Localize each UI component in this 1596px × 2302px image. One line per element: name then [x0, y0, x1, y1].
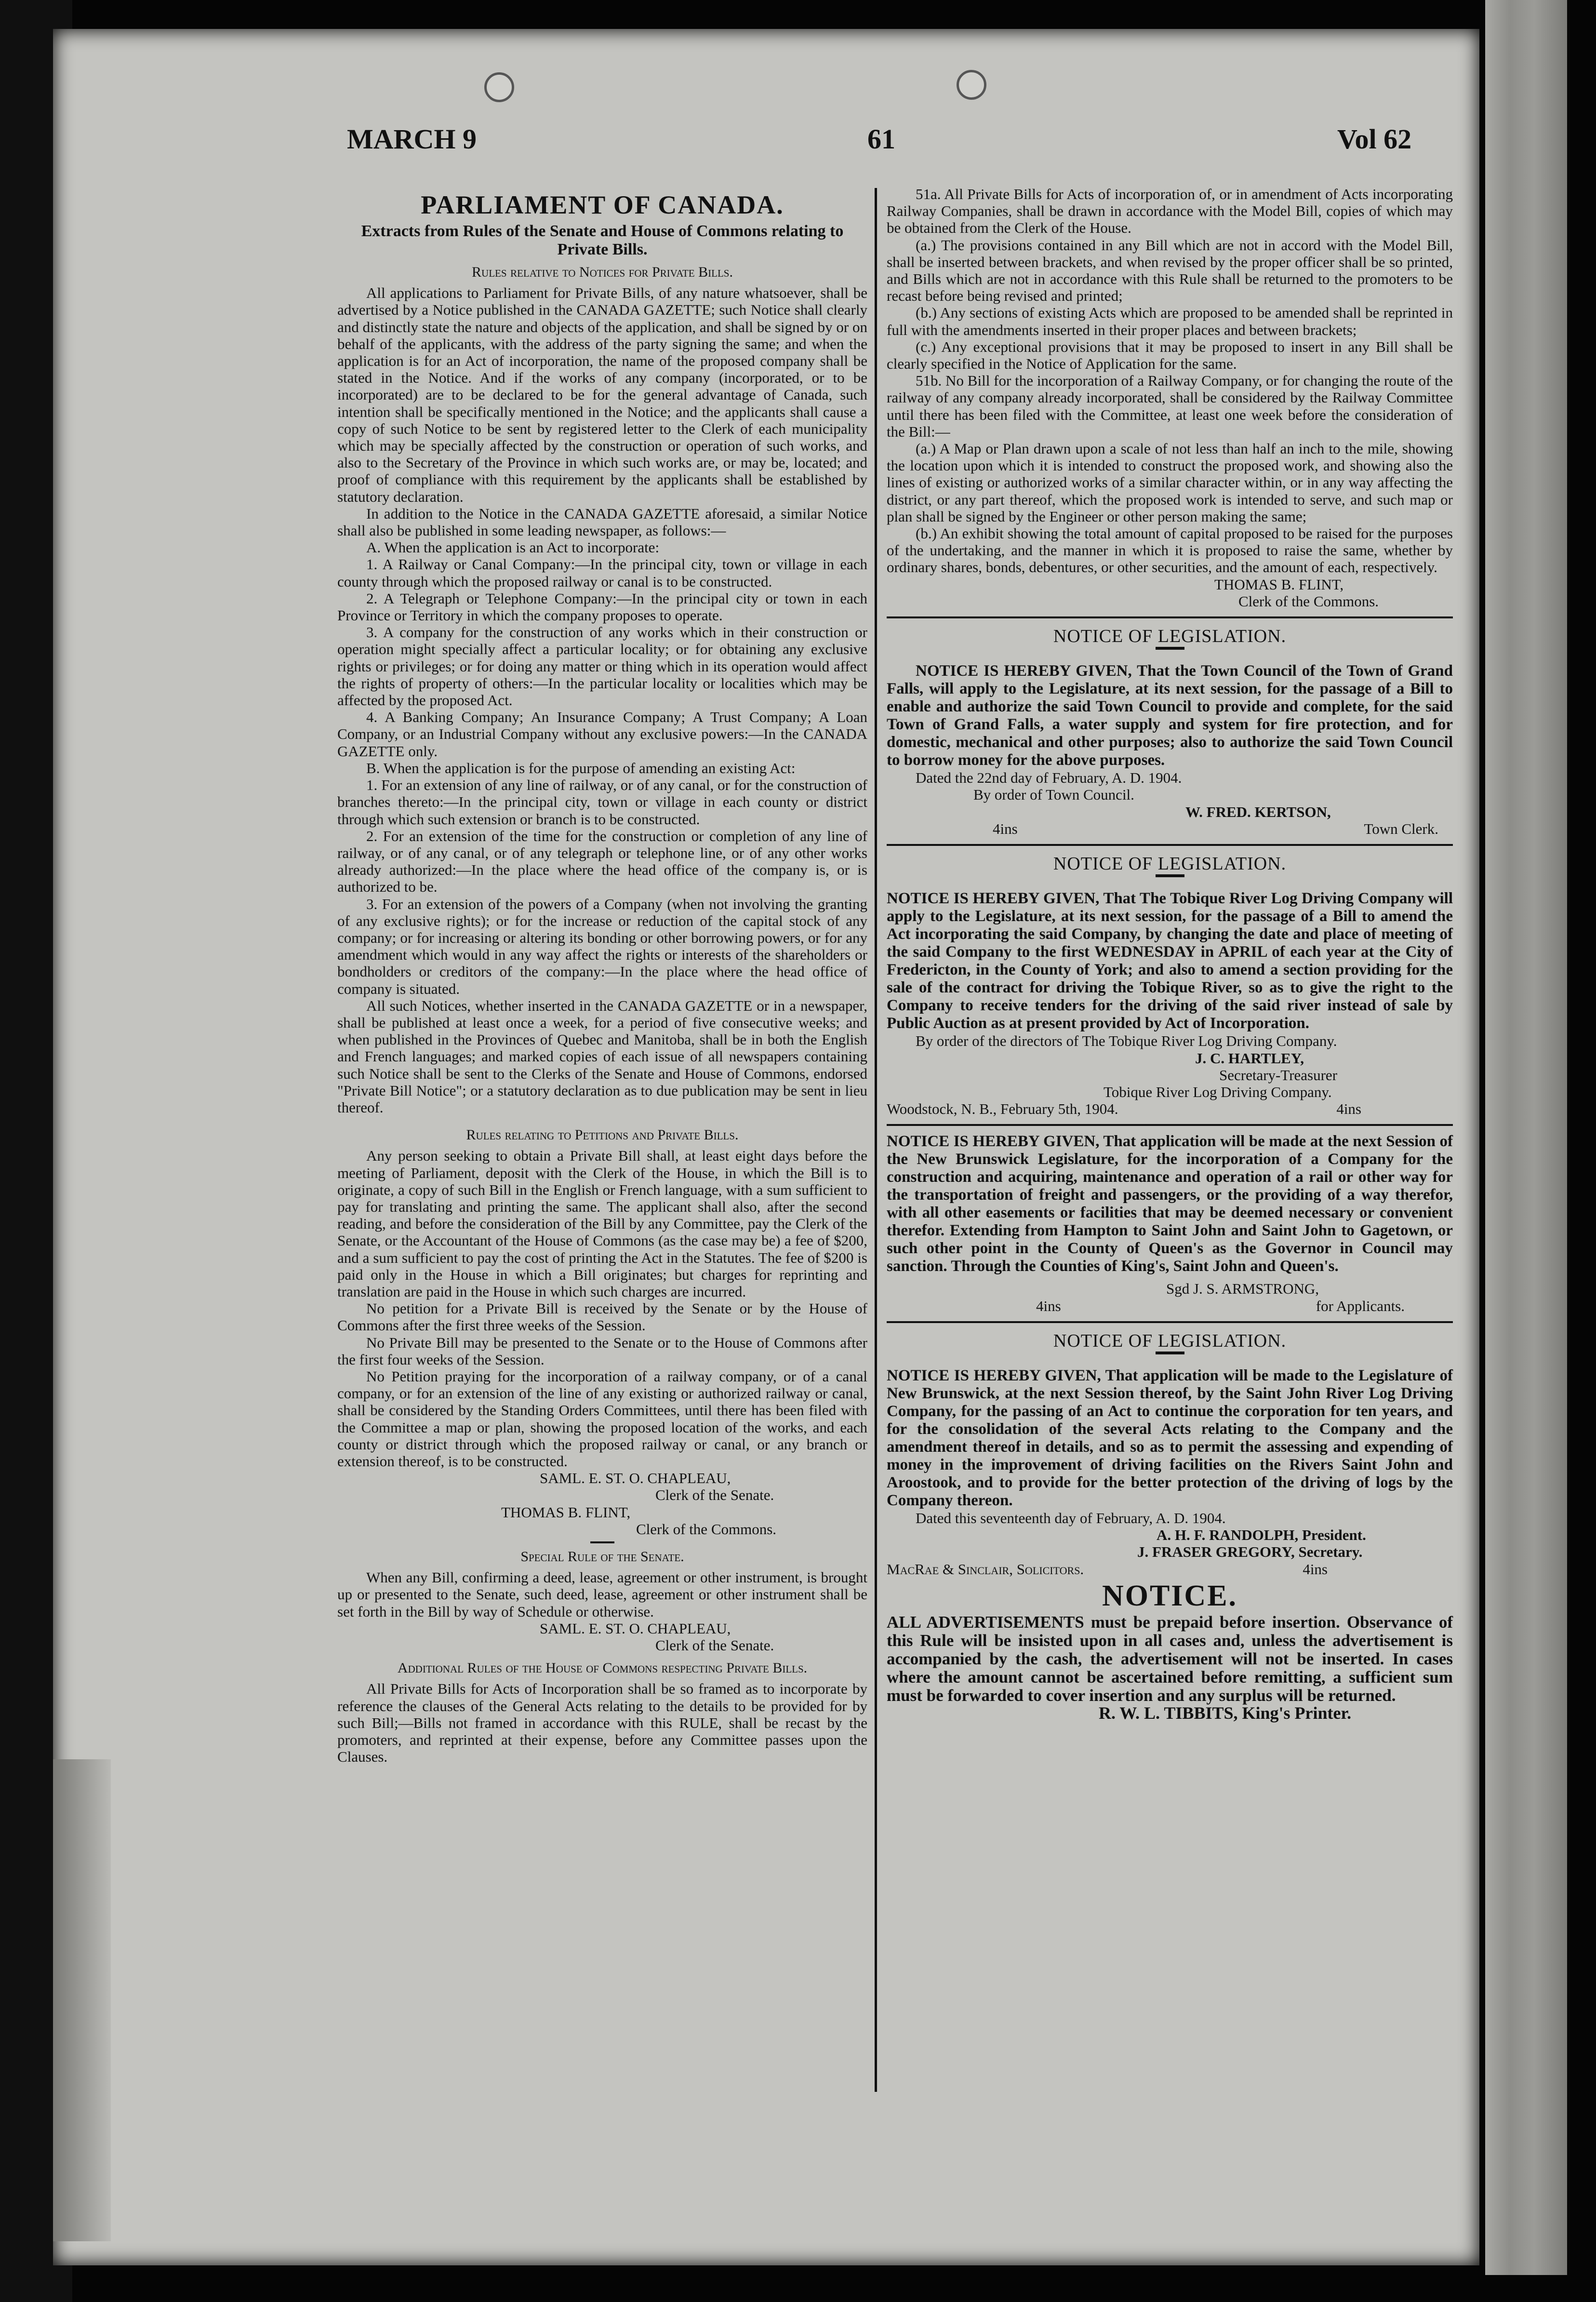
separator [1156, 1352, 1184, 1354]
notice-body: ALL ADVERTISEMENTS must be prepaid before insertion. Observance of this Rule will be insisted upon in all cases and, unless the advertisement is accompanied by the cash, the advertisement will not be inserted. In cases where the amount cannot be ascertained before remitting, a sufficient sum must be forwarded to cover insertion and any surplus will be returned. [887, 1612, 1453, 1705]
signature-title: Clerk of the Senate. [655, 1637, 774, 1654]
paragraph: (a.) A Map or Plan drawn upon a scale of not less than half an inch to the mile, showing the location upon which it is intended to construct the proposed work, and showing also the lines of existing or authorized works of a similar character within, or in any way affecting the district, or any part thereof, which the proposed work is intended to serve, and such map or plan shall be signed by the Engineer or other person making the same; [887, 440, 1453, 525]
paragraph: 4. A Banking Company; An Insurance Company; A Trust Company; A Loan Company, or an Industrial Company without any exclusive powers:—In the CANADA GAZETTE only. [337, 709, 867, 760]
binding-hole-icon [484, 72, 514, 102]
binding-hole-icon [957, 70, 986, 100]
signature-name: THOMAS B. FLINT, [501, 1503, 631, 1521]
solicitors: MacRae & Sinclair, Solicitors. [887, 1560, 1084, 1578]
notice-order: By order of Town Council. [973, 786, 1134, 803]
signature-name: Sgd J. S. ARMSTRONG, [1166, 1280, 1319, 1298]
page-title: PARLIAMENT OF CANADA. [421, 190, 784, 219]
rule [887, 844, 1453, 846]
notice-title: NOTICE OF LEGISLATION. [1053, 626, 1287, 647]
paragraph: (b.) Any sections of existing Acts which are proposed to be amended shall be reprinted in full with the amendments inserted in their proper places and between brackets; [887, 304, 1453, 338]
paragraph: 1. For an extension of any line of railway, or of any canal, or for the construction of branches thereto:—In the principal city, town or village in each county or district through which such extension or branch is to be constructed. [337, 776, 867, 828]
signature-name: J. FRASER GREGORY, Secretary. [1137, 1543, 1363, 1561]
notice-title: NOTICE. [1102, 1579, 1238, 1612]
rule [887, 1321, 1453, 1323]
paragraph: 51a. All Private Bills for Acts of incorporation of, or in amendment of Acts incorporating Railway Companies, shall be drawn in accordance with the Model Bill, copies of which may be obtained from the Clerk of the House. [887, 186, 1453, 237]
notice-body: NOTICE IS HEREBY GIVEN, That The Tobique River Log Driving Company will apply to the Legislature, at its next session, for the passage of a Bill to amend the Act incorporating the said Company, by changing the date and place of meeting of the said Company to the first WEDNESDAY in APRIL of each year at the City of Fredericton, in the County of York; and also to amend a section providing for the sale of the contract for driving the Tobique River, so as to give the right to the Company to receive tenders for the driving of the said river instead of sale by Public Auction as at present provided by Act of Incorporation. [887, 890, 1453, 1032]
signature-title: Secretary-Treasurer [1219, 1066, 1338, 1084]
column-divider [875, 188, 877, 2092]
notice-body: NOTICE IS HEREBY GIVEN, That the Town Council of the Town of Grand Falls, will apply to the Legislature, at its next session, for the passage of a Bill to enable and authorize the said Town Council to provide and complete, for the said Town of Grand Falls, a water supply and system for fire protection, and for domestic, mechanical and other purposes; also to authorize the said Town Council to borrow money for the above purposes. [887, 662, 1453, 769]
section-heading: Rules relative to Notices for Private Bills. [472, 264, 733, 280]
left-column [337, 190, 867, 1765]
paragraph: 1. A Railway or Canal Company:—In the principal city, town or village in each county through which the proposed railway or canal is to be constructed. [337, 556, 867, 590]
paragraph: Any person seeking to obtain a Private Bill shall, at least eight days before the meeting of Parliament, deposit with the Clerk of the House, in which the Bill is to originate, a copy of such Bill in the English or French language, with a sum sufficient to pay for translating and printing the same. The applicant shall also, after the second reading, and before the consideration of the Bill by any Committee, pay the Clerk of the Senate, or the Accountant of the House of Commons (as the case may be) a fee of $200, and a sum sufficient to pay the cost of printing the Act in the Statutes. The fee of $200 is paid only in the House in which a Bill originates; but charges for reprinting and translation are paid in the House in which such charges are incurred. [337, 1147, 867, 1300]
paragraph: 51b. No Bill for the incorporation of a Railway Company, or for changing the route of the railway of any company already incorporated, shall be considered by the Railway Committee until there has been filed with the Committee, at least one week before the consideration of the Bill:— [887, 372, 1453, 440]
notice-place-date: Woodstock, N. B., February 5th, 1904. [887, 1100, 1118, 1118]
paragraph: (b.) An exhibit showing the total amount of capital proposed to be raised for the purposes of the undertaking, and the manner in which it is proposed to raise the same, whether by ordinary shares, bonds, debentures, or other securities, and the amount of each, respectively. [887, 525, 1453, 576]
notice-title: NOTICE OF LEGISLATION. [1053, 854, 1287, 874]
paragraph: (c.) Any exceptional provisions that it may be proposed to insert in any Bill shall be clearly specified in the Notice of Application for the same. [887, 338, 1453, 373]
paragraph: No petition for a Private Bill is received by the Senate or by the House of Commons after the first three weeks of the Session. [337, 1300, 867, 1334]
notice-order: By order of the directors of The Tobique River Log Driving Company. [916, 1032, 1337, 1050]
paragraph: No Private Bill may be presented to the Senate or to the House of Commons after the first four weeks of the Session. [337, 1334, 867, 1368]
paragraph: (a.) The provisions contained in any Bill which are not in accord with the Model Bill, shall be inserted between brackets, and when revised by the proper officer shall be so printed, and Bills which are not in accordance with this Rule shall be returned to the promoters to be recast before being revised and printed; [887, 236, 1453, 305]
signature-name: THOMAS B. FLINT, [1214, 576, 1344, 593]
separator [1156, 874, 1184, 877]
section-heading: Special Rule of the Senate. [520, 1549, 684, 1565]
page-fold-shadow [53, 1759, 111, 2241]
signature-name: SAML. E. ST. O. CHAPLEAU, [540, 1470, 731, 1487]
paragraph: A. When the application is an Act to incorporate: [366, 539, 660, 556]
notice-body: NOTICE IS HEREBY GIVEN, That application will be made at the next Session of the New Brunswick Legislature, for the incorporation of a Company for the construction and acquiring, maintenance and operation of a rail or other way for the transportation of freight and passengers, or the providing of a way therefor, with all other easements or facilities that may be deemed necessary or convenient therefor. Extending from Hampton to Saint John and Saint John to Gagetown, or such other point in the County of Queen's as the Governor in Council may sanction. Through the Counties of King's, Saint John and Queen's. [887, 1133, 1453, 1275]
paragraph: 3. For an extension of the powers of a Company (when not involving the granting of any exclusive rights); or for the increase or reduction of the capital stock of any company; or for increasing or altering its bonding or other borrowing powers, or for any amendment which would in any way affect the rights or interests of the shareholders or bondholders or creditors of the company:—In the place where the head office of company is situated. [337, 895, 867, 997]
signature-name: A. H. F. RANDOLPH, President. [1157, 1526, 1366, 1544]
rule [887, 1124, 1453, 1126]
signature-name: SAML. E. ST. O. CHAPLEAU, [540, 1619, 731, 1637]
signature-title: for Applicants. [1316, 1297, 1405, 1314]
paragraph: In addition to the Notice in the CANADA GAZETTE aforesaid, a similar Notice shall also be published in some leading newspaper, as follows:— [337, 505, 867, 539]
paragraph: B. When the application is for the purpose of amending an existing Act: [366, 759, 796, 776]
paragraph: 2. A Telegraph or Telephone Company:—In the principal city or town in each Province or Territory in which the company proposes to operate. [337, 589, 867, 624]
insertion-count: 4ins [1036, 1297, 1061, 1314]
notice-date: Dated the 22nd day of February, A. D. 1904. [916, 769, 1182, 787]
notice-body: NOTICE IS HEREBY GIVEN, That application will be made to the Legislature of New Brunswick, at the next Session thereof, by the Saint John River Log Driving Company, for the passing of an Act to continue the corporation for ten years, and for the consolidation of the several Acts relating to the Company and the amendment thereof in details, and so as to permit the assessing and expending of money in the improvement of driving facilities on the Rivers Saint John and Aroostook, and to provide for the better protection of the driving of logs by the Company thereon. [887, 1366, 1453, 1509]
paragraph: 2. For an extension of the time for the construction or completion of any line of railway, or of any canal, or of any telegraph or telephone line, or of any other works already authorized:—In the place where the head office of the company is, or is authorized to be. [337, 827, 867, 896]
paragraph: All applications to Parliament for Private Bills, of any nature whatsoever, shall be advertised by a Notice published in the CANADA GAZETTE; such Notice shall clearly and distinctly state the nature and objects of the application, and shall be signed by or on behalf of the applicants, with the address of the party signing the same; and when the application is for an Act of incorporation, the name of the proposed company shall be stated in the Notice. And if the works of any company (incorporated, or to be incorporated) are to be declared to be for the general advantage of Canada, such intention shall be specifically mentioned in the Notice; and the applicants shall cause a copy of such Notice to be sent by registered letter to the Clerk of each municipality which may be specially affected by the construction or operation of such works, and also to the Secretary of the Province in which such works are, or may be, located; and proof of compliance with this requirement by the applicants shall be established by statutory declaration. [337, 284, 867, 505]
paragraph: 3. A company for the construction of any works which in their construction or operation might specially affect a particular locality; or for obtaining any exclusive rights or privileges; or for doing any matter or thing which in its operation would affect the rights of property of others:—In the particular locality or localities which may be affected by the proposed Act. [337, 624, 867, 709]
section-heading: Additional Rules of the House of Commons respecting Private Bills. [397, 1660, 808, 1676]
signature-title: Clerk of the Commons. [1238, 592, 1379, 610]
header-page-number: 61 [867, 123, 895, 155]
notice-date: Dated this seventeenth day of February, A. D. 1904. [916, 1509, 1226, 1526]
signature-name: R. W. L. TIBBITS, King's Printer. [1099, 1703, 1352, 1723]
header-volume: Vol 62 [1337, 123, 1412, 155]
insertion-count: 4ins [1303, 1560, 1328, 1578]
separator [590, 1541, 614, 1543]
rule [887, 616, 1453, 618]
page-subtitle: Extracts from Rules of the Senate and House of Commons relating to Private Bills. [361, 222, 844, 258]
signature-title: Town Clerk. [1364, 820, 1438, 837]
header-date: MARCH 9 [347, 123, 477, 155]
paragraph: All such Notices, whether inserted in the CANADA GAZETTE or in a newspaper, shall be published at least once a week, for a period of five consecutive weeks; and when published in the Provinces of Quebec and Manitoba, shall be in both the English and French languages; and marked copies of each issue of all newspapers containing such Notice shall be sent to the Clerks of the Senate and House of Commons, endorsed "Private Bill Notice"; or a statutory declaration as to due publication may be sent in lieu thereof. [337, 997, 867, 1116]
signature-name: W. FRED. KERTSON, [1185, 803, 1331, 820]
insertion-count: 4ins [1336, 1100, 1361, 1118]
signature-title: Clerk of the Senate. [655, 1486, 774, 1504]
paragraph: When any Bill, confirming a deed, lease, agreement or other instrument, is brought up or presented to the Senate, such deed, lease, agreement or other instrument shall be set forth in the Bill by way of Schedule or otherwise. [337, 1569, 867, 1620]
separator [1156, 647, 1184, 650]
insertion-count: 4ins [993, 820, 1018, 837]
paragraph: No Petition praying for the incorporation of a railway company, or of a canal company, or for an extension of the line of any existing or authorized railway or canal, shall be considered by the Standing Orders Committees, until there has been filed with the Committee a map or plan, showing the proposed location of the works, and each county or district through which the proposed railway or canal, or any branch or extension thereof, is to be constructed. [337, 1368, 867, 1470]
signature-name: J. C. HARTLEY, [1195, 1049, 1304, 1067]
section-heading: Rules relating to Petitions and Private Bills. [466, 1127, 739, 1143]
right-column [887, 186, 1453, 1722]
signature-title: Clerk of the Commons. [636, 1520, 777, 1538]
notice-title: NOTICE OF LEGISLATION. [1053, 1330, 1287, 1351]
signature-title: Tobique River Log Driving Company. [1104, 1083, 1332, 1100]
page-stack-edge [1485, 0, 1567, 2275]
paragraph: All Private Bills for Acts of Incorporation shall be so framed as to incorporate by reference the clauses of the General Acts relating to the details to be provided for by such Bill;—Bills not framed in accordance with this RULE, shall be recast by the promoters, and reprinted at their expense, before any Committee passes upon the Clauses. [337, 1680, 867, 1766]
